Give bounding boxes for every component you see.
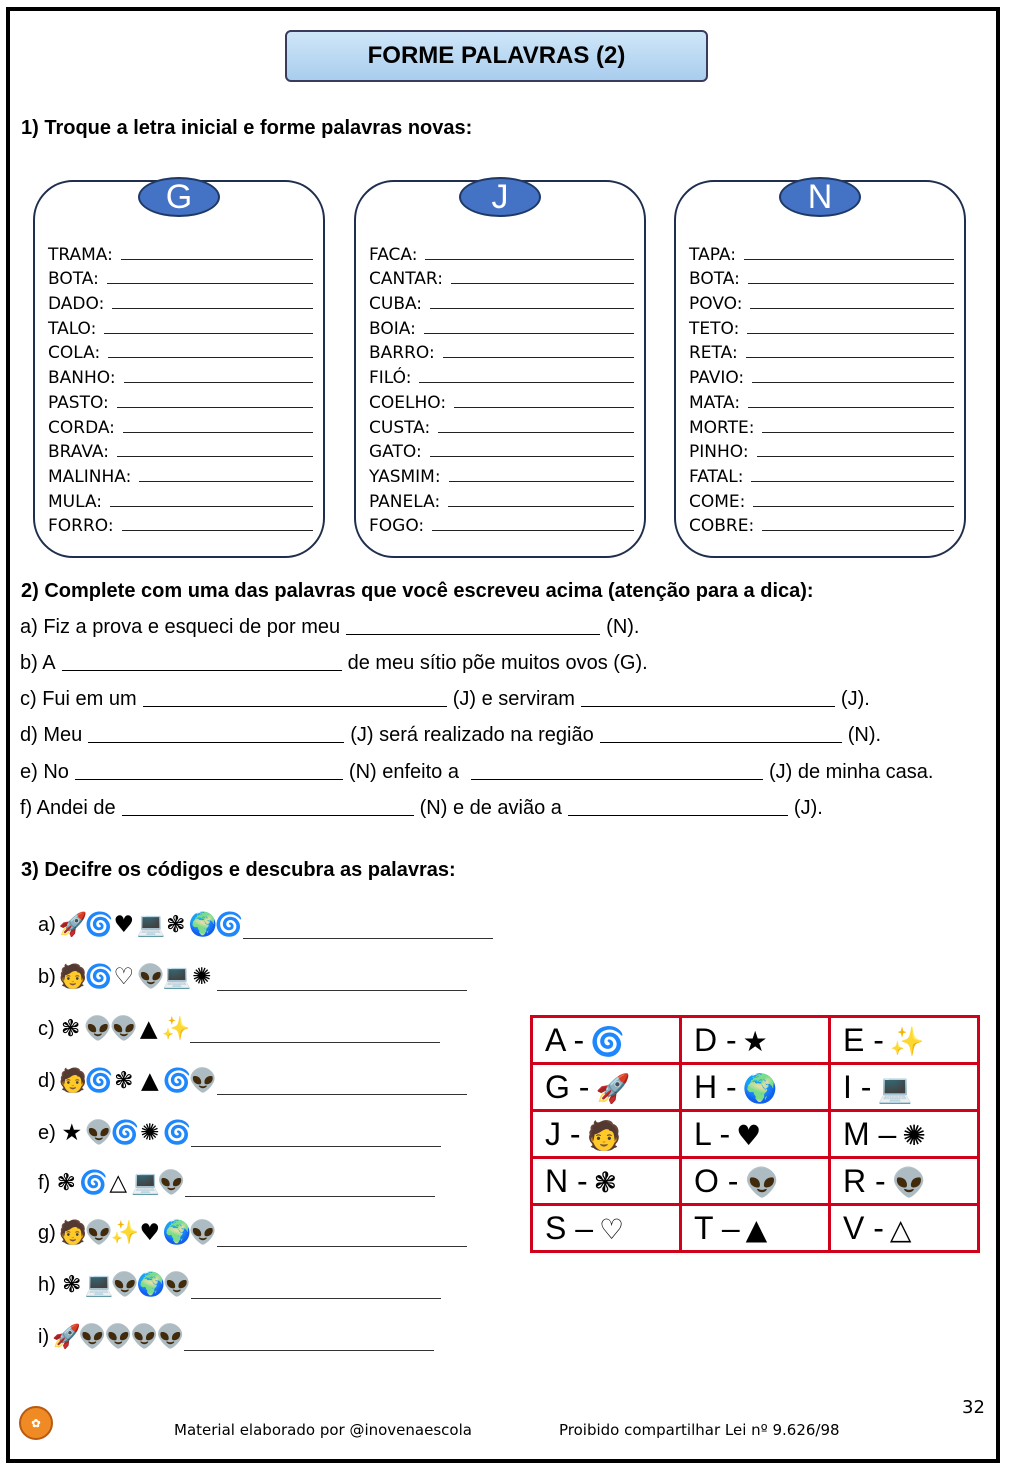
globe-icon: 🌍 [136, 1271, 166, 1298]
answer-line[interactable] [124, 382, 313, 383]
swirl-icon: 🌀 [84, 1067, 114, 1094]
answer-line[interactable] [751, 481, 954, 482]
key-row [532, 1205, 979, 1252]
fill-blank[interactable] [88, 741, 344, 743]
answer-line[interactable] [432, 530, 634, 531]
key-cell: J - 🧑 [532, 1111, 681, 1158]
alien-icon: 👽 [188, 1219, 218, 1246]
question-3-heading: 3) Decifre os códigos e descubra as palavras: [21, 859, 456, 881]
key-cell: O - 👽 [681, 1158, 830, 1205]
word-row: COBRE: [689, 512, 954, 537]
heart-outline-icon: ♡ [113, 963, 135, 990]
globe-icon: 🌍 [742, 1071, 778, 1105]
fill-blank[interactable] [600, 741, 842, 743]
word-row: BOTA: [48, 265, 313, 290]
answer-line[interactable] [121, 259, 313, 260]
key-cell: N - ❃ [532, 1158, 681, 1205]
flower-icon: ❃ [62, 1271, 82, 1298]
page-number: 32 [962, 1397, 985, 1418]
computer-icon: 💻 [131, 1169, 160, 1196]
answer-line[interactable] [425, 259, 634, 260]
answer-line[interactable] [762, 530, 954, 531]
person-icon: 🧑 [586, 1118, 622, 1152]
answer-line[interactable] [757, 456, 954, 457]
alien-icon: 👽 [744, 1165, 780, 1199]
answer-line[interactable] [747, 333, 954, 334]
fill-blank[interactable] [62, 669, 342, 671]
stars-icon: ✨ [161, 1015, 191, 1042]
card-g [33, 180, 325, 558]
swirl-icon: 🌀 [110, 1119, 140, 1146]
answer-line[interactable] [438, 432, 634, 433]
word-row: TRAMA: [48, 240, 313, 265]
code-row-a: a) 🚀 🌀 ♥ 💻 ❃ 🌍 🌀 [38, 908, 493, 942]
answer-line[interactable] [191, 1298, 441, 1299]
answer-line[interactable] [184, 1350, 434, 1351]
key-cell: A - 🌀 [532, 1017, 681, 1064]
computer-icon: 💻 [162, 963, 192, 990]
word-list [689, 240, 954, 536]
key-cell: V - △ [830, 1205, 979, 1252]
alien-icon: 👽 [188, 1067, 218, 1094]
flower-icon: ❃ [56, 1169, 76, 1196]
word-row: CORDA: [48, 413, 313, 438]
word-row: FOGO: [369, 512, 634, 537]
code-key-table [530, 1015, 980, 1253]
word-row: TETO: [689, 314, 954, 339]
alien-icon: 👽 [136, 963, 166, 990]
answer-line[interactable] [753, 506, 954, 507]
code-row-h: h) ❃ 💻 👽 🌍 👽 [38, 1268, 441, 1302]
star-icon: ★ [742, 1024, 768, 1058]
fill-blank[interactable] [122, 814, 414, 816]
heart-outline-icon: ♡ [599, 1212, 625, 1246]
sentence-c: c) Fui em um (J) e serviram (J). [20, 688, 870, 710]
word-row: PINHO: [689, 438, 954, 463]
word-row: POVO: [689, 289, 954, 314]
answer-line[interactable] [217, 1246, 467, 1247]
fill-blank[interactable] [581, 705, 835, 707]
answer-line[interactable] [190, 1042, 440, 1043]
page-title: FORME PALAVRAS (2) [285, 30, 708, 82]
person-icon: 🧑 [58, 1219, 88, 1246]
card-letter-badge: G [138, 177, 220, 217]
key-row [532, 1111, 979, 1158]
swirl-icon: 🌀 [84, 963, 114, 990]
answer-line[interactable] [117, 456, 313, 457]
flower-icon: ❃ [593, 1165, 618, 1199]
card-j [354, 180, 646, 558]
fill-blank[interactable] [143, 705, 447, 707]
globe-icon: 🌍 [188, 911, 218, 938]
word-row: PASTO: [48, 388, 313, 413]
key-cell: I - 💻 [830, 1064, 979, 1111]
sentence-d: d) Meu (J) será realizado na região (N). [20, 724, 882, 746]
swirl-icon: 🌀 [79, 1169, 108, 1196]
answer-line[interactable] [139, 481, 313, 482]
alien-icon: 👽 [84, 1219, 114, 1246]
triangle-filled-icon: ▲ [139, 1015, 158, 1042]
word-row: COELHO: [369, 388, 634, 413]
footer-copyright: Proibido compartilhar Lei nº 9.626/98 [559, 1421, 840, 1439]
triangle-filled-icon: ▲ [745, 1212, 768, 1246]
word-row: COLA: [48, 339, 313, 364]
key-cell: M – ✺ [830, 1111, 979, 1158]
code-row-d: d) 🧑 🌀 ❃ ▲ 🌀 👽 [38, 1064, 467, 1098]
answer-line[interactable] [430, 456, 634, 457]
swirl-icon: 🌀 [162, 1119, 192, 1146]
word-row: TALO: [48, 314, 313, 339]
answer-line[interactable] [746, 357, 954, 358]
alien-icon: 👽 [84, 1119, 114, 1146]
word-row: PAVIO: [689, 363, 954, 388]
fill-blank[interactable] [568, 814, 788, 816]
word-row: CUBA: [369, 289, 634, 314]
globe-icon: 🌍 [162, 1219, 192, 1246]
card-letter-badge: N [779, 177, 861, 217]
key-cell: T – ▲ [681, 1205, 830, 1252]
sparkle-burst-icon: ✺ [192, 963, 212, 990]
answer-line[interactable] [243, 938, 493, 939]
answer-line[interactable] [748, 283, 954, 284]
key-row [532, 1064, 979, 1111]
sparkle-burst-icon: ✺ [902, 1118, 926, 1152]
key-row [532, 1017, 979, 1064]
word-row: TAPA: [689, 240, 954, 265]
word-row: BOTA: [689, 265, 954, 290]
sentence-b: b) A de meu sítio põe muitos ovos (G). [20, 652, 648, 674]
answer-line[interactable] [217, 990, 467, 991]
code-row-i: i) 🚀 👽 👽 👽 👽 [38, 1320, 434, 1354]
sparkle-burst-icon: ✺ [140, 1119, 160, 1146]
card-letter-badge: J [459, 177, 541, 217]
answer-line[interactable] [419, 382, 634, 383]
star-icon: ★ [61, 1119, 83, 1146]
word-row: RETA: [689, 339, 954, 364]
word-row: FILÓ: [369, 363, 634, 388]
answer-line[interactable] [454, 407, 634, 408]
code-row-g: g) 🧑 👽 ✨ ♥ 🌍 👽 [38, 1216, 467, 1250]
computer-icon: 💻 [136, 911, 166, 938]
stars-icon: ✨ [889, 1024, 925, 1058]
word-row: MATA: [689, 388, 954, 413]
answer-line[interactable] [762, 432, 954, 433]
word-row: BANHO: [48, 363, 313, 388]
sentence-f: f) Andei de (N) e de avião a (J). [20, 797, 823, 819]
fill-blank[interactable] [471, 778, 763, 780]
question-2-heading: 2) Complete com uma das palavras que você escreveu acima (atenção para a dica): [21, 580, 814, 602]
rocket-icon: 🚀 [58, 911, 88, 938]
fill-blank[interactable] [346, 633, 600, 635]
word-row: GATO: [369, 438, 634, 463]
answer-line[interactable] [449, 481, 634, 482]
flower-icon: ❃ [61, 1015, 81, 1042]
answer-line[interactable] [122, 530, 313, 531]
answer-line[interactable] [744, 259, 954, 260]
footer-credit: Material elaborado por @inovenaescola [174, 1421, 472, 1439]
key-cell: G - 🚀 [532, 1064, 681, 1111]
alien-icon: 👽 [156, 1323, 185, 1350]
word-row: CUSTA: [369, 413, 634, 438]
word-row: MALINHA: [48, 462, 313, 487]
key-cell: D - ★ [681, 1017, 830, 1064]
triangle-outline-icon: △ [109, 1169, 128, 1196]
word-list [48, 240, 313, 536]
answer-line[interactable] [443, 357, 634, 358]
logo-icon: ✿ [19, 1406, 53, 1440]
computer-icon: 💻 [877, 1071, 913, 1105]
word-row: MORTE: [689, 413, 954, 438]
swirl-icon: 🌀 [214, 911, 244, 938]
code-row-f: f) ❃ 🌀 △ 💻 👽 [38, 1166, 435, 1200]
code-row-e: e) ★ 👽 🌀 ✺ 🌀 [38, 1116, 441, 1150]
alien-icon: 👽 [891, 1165, 927, 1199]
swirl-icon: 🌀 [162, 1067, 192, 1094]
answer-line[interactable] [185, 1196, 435, 1197]
word-row: BARRO: [369, 339, 634, 364]
word-row: PANELA: [369, 487, 634, 512]
heart-icon: ♥ [113, 911, 135, 938]
answer-line[interactable] [752, 382, 954, 383]
card-n [674, 180, 966, 558]
heart-icon: ♥ [736, 1118, 762, 1152]
alien-icon: 👽 [110, 1271, 140, 1298]
code-row-c: c) ❃ 👽 👽 ▲ ✨ [38, 1012, 440, 1046]
word-row: DADO: [48, 289, 313, 314]
alien-icon: 👽 [157, 1169, 186, 1196]
person-icon: 🧑 [58, 963, 88, 990]
answer-line[interactable] [110, 506, 313, 507]
rocket-icon: 🚀 [52, 1323, 81, 1350]
heart-icon: ♥ [139, 1219, 161, 1246]
answer-line[interactable] [217, 1094, 467, 1095]
stars-icon: ✨ [110, 1219, 140, 1246]
answer-line[interactable] [108, 357, 313, 358]
answer-line[interactable] [117, 407, 313, 408]
question-1-heading: 1) Troque a letra inicial e forme palavras novas: [21, 117, 473, 139]
key-cell: R - 👽 [830, 1158, 979, 1205]
sentence-a: a) Fiz a prova e esqueci de por meu (N). [20, 616, 640, 638]
word-row: FORRO: [48, 512, 313, 537]
alien-icon: 👽 [83, 1015, 113, 1042]
swirl-icon: 🌀 [590, 1024, 625, 1058]
answer-line[interactable] [448, 506, 634, 507]
key-row [532, 1158, 979, 1205]
key-cell: L - ♥ [681, 1111, 830, 1158]
key-cell: H - 🌍 [681, 1064, 830, 1111]
computer-icon: 💻 [84, 1271, 114, 1298]
alien-icon: 👽 [78, 1323, 107, 1350]
word-list [369, 240, 634, 536]
alien-icon: 👽 [162, 1271, 192, 1298]
answer-line[interactable] [451, 283, 634, 284]
key-cell: S – ♡ [532, 1205, 681, 1252]
person-icon: 🧑 [58, 1067, 88, 1094]
sentence-e: e) No (N) enfeito a (J) de minha casa. [20, 761, 934, 783]
word-row: YASMIM: [369, 462, 634, 487]
swirl-icon: 🌀 [84, 911, 114, 938]
answer-line[interactable] [424, 333, 634, 334]
word-row: CANTAR: [369, 265, 634, 290]
answer-line[interactable] [112, 308, 313, 309]
fill-blank[interactable] [75, 778, 343, 780]
key-cell: E - ✨ [830, 1017, 979, 1064]
alien-icon: 👽 [109, 1015, 139, 1042]
flower-icon: ❃ [166, 911, 186, 938]
answer-line[interactable] [123, 432, 313, 433]
word-row: FATAL: [689, 462, 954, 487]
word-row: FACA: [369, 240, 634, 265]
code-row-b: b) 🧑 🌀 ♡ 👽 💻 ✺ [38, 960, 467, 994]
rocket-icon: 🚀 [595, 1071, 631, 1105]
triangle-filled-icon: ▲ [140, 1067, 159, 1094]
word-row: BOIA: [369, 314, 634, 339]
flower-icon: ❃ [114, 1067, 134, 1094]
word-row: MULA: [48, 487, 313, 512]
triangle-outline-icon: △ [889, 1212, 912, 1246]
word-row: BRAVA: [48, 438, 313, 463]
alien-icon: 👽 [104, 1323, 133, 1350]
answer-line[interactable] [191, 1146, 441, 1147]
answer-line[interactable] [750, 308, 954, 309]
answer-line[interactable] [104, 333, 313, 334]
answer-line[interactable] [107, 283, 313, 284]
word-row: COME: [689, 487, 954, 512]
answer-line[interactable] [748, 407, 954, 408]
alien-icon: 👽 [130, 1323, 159, 1350]
answer-line[interactable] [430, 308, 634, 309]
